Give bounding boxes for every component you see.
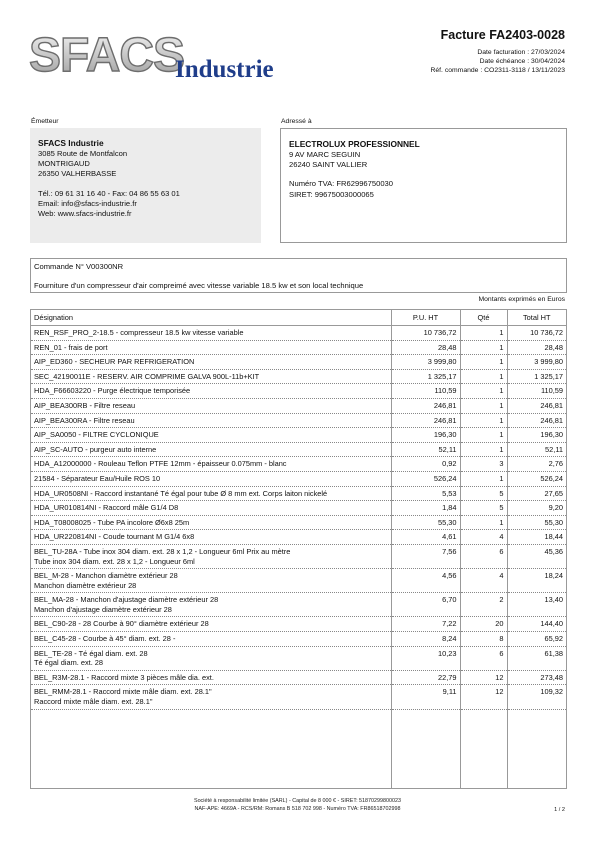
designation-line: Tube inox 304 diam. ext. 28 x 1,2 - Longueur 6ml — [34, 556, 195, 566]
cell-total: 9,20 — [507, 501, 566, 516]
cell-quantity: 1 — [460, 326, 507, 341]
cell-designation — [31, 515, 391, 530]
designation-line: AIP_BEA300RA - Filtre reseau — [34, 415, 135, 425]
emitter-website: Web: www.sfacs-industrie.fr — [38, 209, 132, 219]
cell-total: 1 325,17 — [507, 369, 566, 384]
cell-designation — [31, 442, 391, 457]
cell-quantity: 1 — [460, 442, 507, 457]
cell-quantity: 12 — [460, 670, 507, 685]
table-row — [31, 413, 566, 428]
cell-unit-price: 1 325,17 — [391, 369, 460, 384]
cell-unit-price: 1,84 — [391, 501, 460, 516]
designation-line: HDA_UR0508NI - Raccord instantané Té égal pour tube Ø 8 mm ext. Corps laiton nickelé — [34, 488, 328, 498]
cell-designation — [31, 340, 391, 355]
cell-unit-price: 10 736,72 — [391, 326, 460, 341]
table-row — [31, 457, 566, 472]
addressee-label: Adressé à — [281, 118, 312, 125]
table-row — [31, 471, 566, 486]
cell-quantity: 1 — [460, 413, 507, 428]
cell-total: 196,30 — [507, 428, 566, 443]
header-designation: Désignation — [31, 310, 391, 326]
cell-quantity: 1 — [460, 515, 507, 530]
designation-line: BEL_C90-28 - 28 Courbe à 90° diamètre extérieur 28 — [34, 619, 209, 629]
emitter-email: Email: info@sfacs-industrie.fr — [38, 198, 137, 208]
header-quantity: Qté — [460, 310, 507, 326]
table-row — [31, 670, 566, 685]
invoice-title: Facture FA2403-0028 — [440, 28, 565, 42]
cell-quantity: 6 — [460, 544, 507, 568]
designation-line: REN_01 - frais de port — [34, 342, 108, 352]
footer-legal-line: NAF-APE: 4669A - RCS/RM: Romans B 518 702 998 - Numéro TVA: FR86518702998 — [194, 806, 401, 812]
cell-unit-price: 0,92 — [391, 457, 460, 472]
cell-unit-price: 7,22 — [391, 617, 460, 632]
currency-note: Montants exprimés en Euros — [478, 296, 565, 303]
logo-main-text: SFACS — [29, 29, 185, 82]
table-row — [31, 501, 566, 516]
cell-quantity: 5 — [460, 501, 507, 516]
table-row — [31, 442, 566, 457]
cell-designation — [31, 530, 391, 545]
cell-designation — [31, 632, 391, 647]
emitter-box — [30, 128, 261, 243]
cell-designation — [31, 457, 391, 472]
cell-total: 10 736,72 — [507, 326, 566, 341]
order-number: Commande N° V00300NR — [34, 262, 124, 271]
table-header-row — [31, 310, 566, 326]
cell-total: 526,24 — [507, 471, 566, 486]
order-box — [30, 258, 567, 293]
cell-total: 246,81 — [507, 413, 566, 428]
cell-designation — [31, 355, 391, 370]
table-row — [31, 593, 566, 617]
addressee-vat: Numéro TVA: FR62996750030 — [289, 179, 393, 189]
cell-total: 13,40 — [507, 593, 566, 617]
designation-line: HDA_A12000000 - Rouleau Teflon PTFE 12mm - épaisseur 0.075mm - blanc — [34, 459, 287, 469]
cell-unit-price: 4,61 — [391, 530, 460, 545]
logo-sub-text: Industrie — [175, 56, 274, 83]
designation-line: 21584 - Séparateur Eau/Huile ROS 10 — [34, 473, 161, 483]
cell-total: 27,65 — [507, 486, 566, 501]
addressee-name: ELECTROLUX PROFESSIONNEL — [289, 139, 420, 149]
table-row — [31, 685, 566, 709]
cell-quantity: 2 — [460, 593, 507, 617]
cell-designation — [31, 398, 391, 413]
cell-designation — [31, 471, 391, 486]
company-logo — [27, 27, 287, 85]
table-row — [31, 632, 566, 647]
cell-quantity: 5 — [460, 486, 507, 501]
cell-designation — [31, 544, 391, 568]
order-description: Fourniture d'un compresseur d'air compreimé avec vitesse variable 18.5 kw et son local technique — [34, 281, 364, 290]
cell-designation — [31, 593, 391, 617]
cell-total: 3 999,80 — [507, 355, 566, 370]
designation-line: Té égal diam. ext. 28 — [34, 658, 104, 668]
addressee-siret: SIRET: 99675003000065 — [289, 189, 374, 199]
cell-quantity: 20 — [460, 617, 507, 632]
cell-total: 246,81 — [507, 398, 566, 413]
cell-designation — [31, 670, 391, 685]
table-row — [31, 544, 566, 568]
emitter-address-line: 26350 VALHERBASSE — [38, 169, 117, 179]
cell-total: 144,40 — [507, 617, 566, 632]
emitter-phone-fax: Tél.: 09 61 31 16 40 - Fax: 04 86 55 63 01 — [38, 188, 180, 198]
designation-line: AIP_SC-AUTO - purgeur auto interne — [34, 444, 157, 454]
cell-unit-price: 3 999,80 — [391, 355, 460, 370]
designation-line: BEL_C45-28 - Courbe à 45° diam. ext. 28 - — [34, 634, 176, 644]
designation-line: BEL_TU-28A - Tube inox 304 diam. ext. 28 x 1,2 - Longueur 6ml Prix au mètre — [34, 546, 291, 556]
addressee-address-line: 9 AV MARC SEGUIN — [289, 150, 361, 159]
designation-line: HDA_UR010814NI - Raccord mâle G1/4 D8 — [34, 503, 179, 513]
cell-unit-price: 7,56 — [391, 544, 460, 568]
cell-total: 2,76 — [507, 457, 566, 472]
cell-unit-price: 9,11 — [391, 685, 460, 709]
cell-unit-price: 4,56 — [391, 569, 460, 593]
table-row — [31, 515, 566, 530]
cell-total: 109,32 — [507, 685, 566, 709]
designation-line: Manchon diamètre extérieur 28 — [34, 580, 137, 590]
designation-line: BEL_M-28 - Manchon diamètre extérieur 28 — [34, 571, 178, 581]
cell-quantity: 4 — [460, 569, 507, 593]
table-row — [31, 486, 566, 501]
cell-quantity: 4 — [460, 530, 507, 545]
footer-legal-line: Société à responsabilité limitée (SARL) - Capital de 8 000 € - SIRET: 51870299800023 — [193, 798, 402, 804]
cell-unit-price: 246,81 — [391, 398, 460, 413]
cell-designation — [31, 369, 391, 384]
addressee-address-line: 26240 SAINT VALLIER — [289, 160, 368, 170]
cell-total: 61,38 — [507, 646, 566, 670]
designation-line: Raccord mixte mâle diam. ext. 28.1" — [34, 697, 153, 707]
page-number: 1 / 2 — [554, 807, 565, 813]
cell-total: 45,36 — [507, 544, 566, 568]
designation-line: HDA_UR220814NI - Coude tournant M G1/4 6x8 — [34, 532, 195, 542]
table-row — [31, 384, 566, 399]
cell-unit-price: 246,81 — [391, 413, 460, 428]
table-row — [31, 530, 566, 545]
table-row — [31, 398, 566, 413]
cell-total: 55,30 — [507, 515, 566, 530]
cell-designation — [31, 569, 391, 593]
cell-designation — [31, 486, 391, 501]
designation-line: BEL_RMM-28.1 - Raccord mixte mâle diam. ext. 28.1" — [34, 687, 212, 697]
cell-total: 52,11 — [507, 442, 566, 457]
designation-line: HDA_F66603220 - Purge électrique temporisée — [34, 386, 191, 396]
cell-unit-price: 22,79 — [391, 670, 460, 685]
cell-unit-price: 10,23 — [391, 646, 460, 670]
cell-designation — [31, 428, 391, 443]
designation-line: SEC_42190011E - RESERV. AIR COMPRIME GALVA 900L-11b+KIT — [34, 371, 260, 381]
cell-total: 18,24 — [507, 569, 566, 593]
cell-quantity: 1 — [460, 471, 507, 486]
table-row — [31, 617, 566, 632]
cell-total: 273,48 — [507, 670, 566, 685]
cell-total: 18,44 — [507, 530, 566, 545]
designation-line: AIP_ED360 - SECHEUR PAR REFRIGERATION — [34, 357, 195, 367]
cell-unit-price: 196,30 — [391, 428, 460, 443]
logo-graphic — [27, 27, 287, 85]
table-row — [31, 428, 566, 443]
invoice-date: Date facturation : 27/03/2024 — [477, 49, 565, 56]
designation-line: BEL_R3M-28.1 - Raccord mixte 3 pièces mâle dia. ext. — [34, 672, 214, 682]
cell-designation — [31, 685, 391, 709]
header-total: Total HT — [507, 310, 566, 326]
cell-designation — [31, 326, 391, 341]
addressee-box — [280, 128, 567, 243]
emitter-address-line: 3085 Route de Montfalcon — [38, 149, 128, 158]
cell-quantity: 6 — [460, 646, 507, 670]
table-row — [31, 340, 566, 355]
cell-quantity: 1 — [460, 369, 507, 384]
cell-unit-price: 5,53 — [391, 486, 460, 501]
items-table-frame — [30, 309, 567, 789]
cell-total: 65,92 — [507, 632, 566, 647]
cell-designation — [31, 617, 391, 632]
cell-quantity: 1 — [460, 398, 507, 413]
cell-quantity: 1 — [460, 428, 507, 443]
table-row — [31, 569, 566, 593]
header-unit-price: P.U. HT — [391, 310, 460, 326]
designation-line: HDA_T08008025 - Tube PA incolore Ø6x8 25m — [34, 517, 190, 527]
emitter-address-line: MONTRIGAUD — [38, 159, 90, 169]
cell-total: 28,48 — [507, 340, 566, 355]
cell-designation — [31, 646, 391, 670]
cell-total: 110,59 — [507, 384, 566, 399]
order-reference: Réf. commande : CO2311-3118 / 13/11/2023 — [430, 67, 565, 74]
cell-unit-price: 8,24 — [391, 632, 460, 647]
table-row — [31, 355, 566, 370]
cell-quantity: 1 — [460, 384, 507, 399]
cell-unit-price: 526,24 — [391, 471, 460, 486]
emitter-label: Émetteur — [31, 118, 59, 125]
cell-quantity: 1 — [460, 355, 507, 370]
table-row — [31, 646, 566, 670]
cell-unit-price: 28,48 — [391, 340, 460, 355]
table-row — [31, 326, 566, 341]
designation-line: BEL_TE-28 - Té égal diam. ext. 28 — [34, 648, 148, 658]
cell-designation — [31, 413, 391, 428]
designation-line: BEL_MA-28 - Manchon d'ajustage diamètre extérieur 28 — [34, 595, 219, 605]
cell-unit-price: 52,11 — [391, 442, 460, 457]
cell-quantity: 3 — [460, 457, 507, 472]
cell-unit-price: 55,30 — [391, 515, 460, 530]
designation-line: REN_RSF_PRO_2-18.5 - compresseur 18.5 kw vitesse variable — [34, 328, 244, 337]
designation-line: Manchon d'ajustage diamètre extérieur 28 — [34, 604, 172, 614]
due-date: Date échéance : 30/04/2024 — [479, 58, 565, 65]
cell-unit-price: 6,70 — [391, 593, 460, 617]
cell-quantity: 1 — [460, 340, 507, 355]
designation-line: AIP_SA0050 - FILTRE CYCLONIQUE — [34, 430, 159, 440]
cell-quantity: 12 — [460, 685, 507, 709]
emitter-name: SFACS Industrie — [38, 138, 104, 148]
items-table — [31, 310, 566, 710]
designation-line: AIP_BEA300RB - Filtre reseau — [34, 400, 136, 410]
table-row — [31, 369, 566, 384]
cell-unit-price: 110,59 — [391, 384, 460, 399]
cell-designation — [31, 384, 391, 399]
cell-designation — [31, 501, 391, 516]
cell-quantity: 8 — [460, 632, 507, 647]
